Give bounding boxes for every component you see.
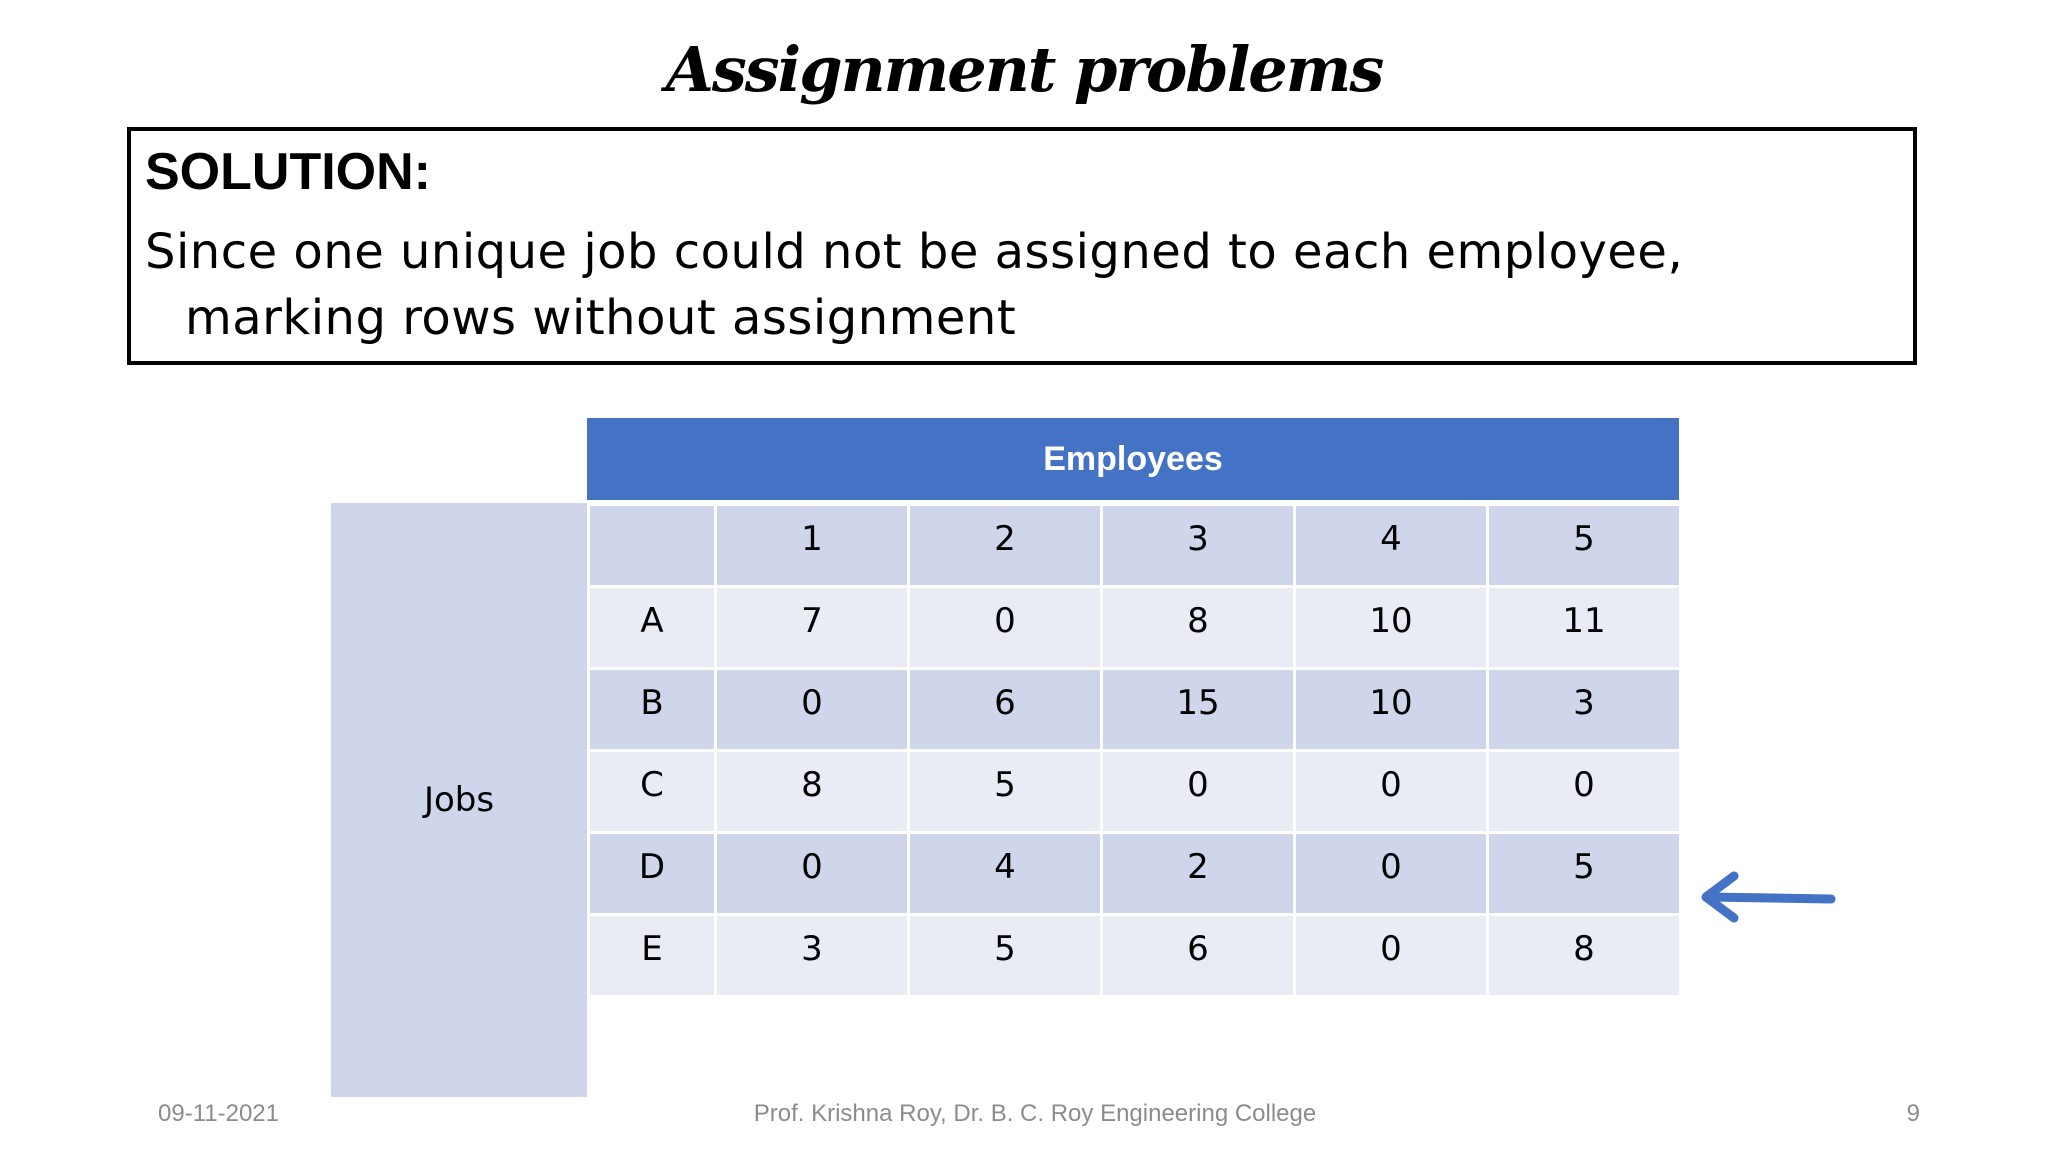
column-header: 2 bbox=[909, 505, 1102, 587]
table-row bbox=[589, 669, 1681, 751]
table-cell: 3 bbox=[1488, 669, 1681, 751]
table-cell: 0 bbox=[716, 833, 909, 915]
table-cell: 6 bbox=[1102, 915, 1295, 997]
table-cell: 5 bbox=[909, 751, 1102, 833]
table-cell: 8 bbox=[1102, 587, 1295, 669]
employees-header: Employees bbox=[587, 418, 1679, 503]
table-cell: 10 bbox=[1295, 669, 1488, 751]
table-cell: 15 bbox=[1102, 669, 1295, 751]
table-cell: 0 bbox=[1102, 751, 1295, 833]
row-label: C bbox=[589, 751, 716, 833]
cost-matrix bbox=[587, 503, 1682, 998]
table-cell: 7 bbox=[716, 587, 909, 669]
jobs-label: Jobs bbox=[331, 503, 587, 1097]
table-cell: 2 bbox=[1102, 833, 1295, 915]
row-label: E bbox=[589, 915, 716, 997]
table-row bbox=[589, 587, 1681, 669]
slide-title: Assignment problems bbox=[665, 33, 1383, 106]
table-cell: 8 bbox=[716, 751, 909, 833]
table-cell: 5 bbox=[909, 915, 1102, 997]
table-cell: 0 bbox=[909, 587, 1102, 669]
row-label: A bbox=[589, 587, 716, 669]
table-row bbox=[589, 915, 1681, 997]
solution-text: Since one unique job could not be assigned to each employee, marking rows without assignment bbox=[145, 224, 1684, 346]
solution-heading: SOLUTION: bbox=[145, 143, 431, 201]
table-cell: 6 bbox=[909, 669, 1102, 751]
table-cell: 3 bbox=[716, 915, 909, 997]
footer-author: Prof. Krishna Roy, Dr. B. C. Roy Engineering College bbox=[753, 1100, 1317, 1127]
footer-date: 09-11-2021 bbox=[158, 1100, 279, 1127]
table-cell: 8 bbox=[1488, 915, 1681, 997]
table-cell: 0 bbox=[1295, 915, 1488, 997]
header-row bbox=[589, 505, 1681, 587]
table-row bbox=[589, 751, 1681, 833]
table-cell: 11 bbox=[1488, 587, 1681, 669]
page-number: 9 bbox=[1906, 1100, 1920, 1127]
table-cell: 0 bbox=[1295, 751, 1488, 833]
table-cell: 10 bbox=[1295, 587, 1488, 669]
column-header: 3 bbox=[1102, 505, 1295, 587]
row-label: D bbox=[589, 833, 716, 915]
table-cell: 5 bbox=[1488, 833, 1681, 915]
column-header: 4 bbox=[1295, 505, 1488, 587]
table-cell: 0 bbox=[1295, 833, 1488, 915]
solution-box bbox=[127, 127, 1917, 365]
left-arrow-icon bbox=[1696, 870, 1836, 930]
column-header: 1 bbox=[716, 505, 909, 587]
column-header bbox=[589, 505, 716, 587]
table-cell: 0 bbox=[1488, 751, 1681, 833]
table-row-marked bbox=[589, 833, 1681, 915]
table-cell: 0 bbox=[716, 669, 909, 751]
column-header: 5 bbox=[1488, 505, 1681, 587]
row-label: B bbox=[589, 669, 716, 751]
table-cell: 4 bbox=[909, 833, 1102, 915]
